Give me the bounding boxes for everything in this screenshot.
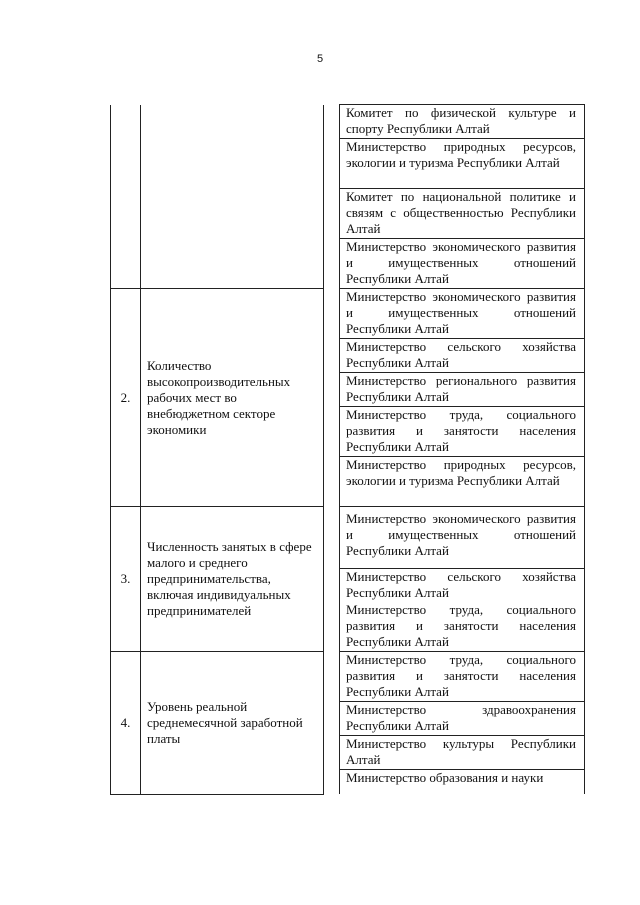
table-row xyxy=(111,652,585,702)
indicator-cell: Численность занятых в сфере малого и среднего предпринимательства, включая индивидуальных предпринимателей xyxy=(141,507,324,652)
table-row xyxy=(111,507,585,569)
row-number: 2. xyxy=(111,289,141,507)
organization-name: Министерство природных ресурсов, экологии и туризма Республики Алтай xyxy=(346,139,576,170)
spacer-cell xyxy=(324,507,340,652)
row-number: 4. xyxy=(111,652,141,795)
row-number xyxy=(111,105,141,289)
organization-cell xyxy=(340,373,585,407)
organization-name: Министерство сельского хозяйства Республики Алтай xyxy=(346,339,576,370)
organization-cell xyxy=(340,770,585,795)
responsibility-table xyxy=(110,104,585,795)
organization-cell xyxy=(340,457,585,507)
spacer-cell xyxy=(324,652,340,795)
organization-name: Комитет по национальной политике и связям с общественностью Республики Алтай xyxy=(346,189,576,236)
table-row xyxy=(111,289,585,339)
organization-cell xyxy=(340,289,585,339)
organization-name: Комитет по физической культуре и спорту Республики Алтай xyxy=(346,105,576,136)
indicator-cell: Количество высокопроизводительных рабочих мест во внебюджетном секторе экономики xyxy=(141,289,324,507)
organization-name: Министерство регионального развития Республики Алтай xyxy=(346,373,576,404)
organization-cell xyxy=(340,407,585,457)
organization-cell xyxy=(340,702,585,736)
organization-cell xyxy=(340,569,585,603)
organization-cell xyxy=(340,339,585,373)
organization-name: Министерство экономического развития и имущественных отношений Республики Алтай xyxy=(346,511,576,558)
organization-name: Министерство сельского хозяйства Республики Алтай xyxy=(346,569,576,600)
organization-name: Министерство экономического развития и имущественных отношений Республики Алтай xyxy=(346,239,576,286)
organization-name: Министерство труда, социального развития и занятости населения Республики Алтай xyxy=(346,652,576,699)
organization-cell xyxy=(340,139,585,189)
organization-name: Министерство здравоохранения Республики Алтай xyxy=(346,702,576,733)
indicator-cell: Уровень реальной среднемесячной заработной платы xyxy=(141,652,324,795)
organization-name: Министерство природных ресурсов, экологии и туризма Республики Алтай xyxy=(346,457,576,488)
organization-cell xyxy=(340,602,585,652)
organization-name: Министерство труда, социального развития и занятости населения Республики Алтай xyxy=(346,602,576,649)
organization-name: Министерство экономического развития и имущественных отношений Республики Алтай xyxy=(346,289,576,336)
organization-cell xyxy=(340,189,585,239)
organization-cell xyxy=(340,105,585,139)
organization-name: Министерство труда, социального развития и занятости населения Республики Алтай xyxy=(346,407,576,454)
organization-cell xyxy=(340,736,585,770)
indicator-cell xyxy=(141,105,324,289)
organization-cell xyxy=(340,507,585,569)
organization-name: Министерство образования и науки xyxy=(346,770,544,785)
organization-name: Министерство культуры Республики Алтай xyxy=(346,736,576,767)
row-number: 3. xyxy=(111,507,141,652)
table-row xyxy=(111,105,585,139)
organization-cell xyxy=(340,652,585,702)
spacer-cell xyxy=(324,289,340,507)
page-number: 5 xyxy=(316,53,324,65)
spacer-cell xyxy=(324,105,340,289)
organization-cell xyxy=(340,239,585,289)
